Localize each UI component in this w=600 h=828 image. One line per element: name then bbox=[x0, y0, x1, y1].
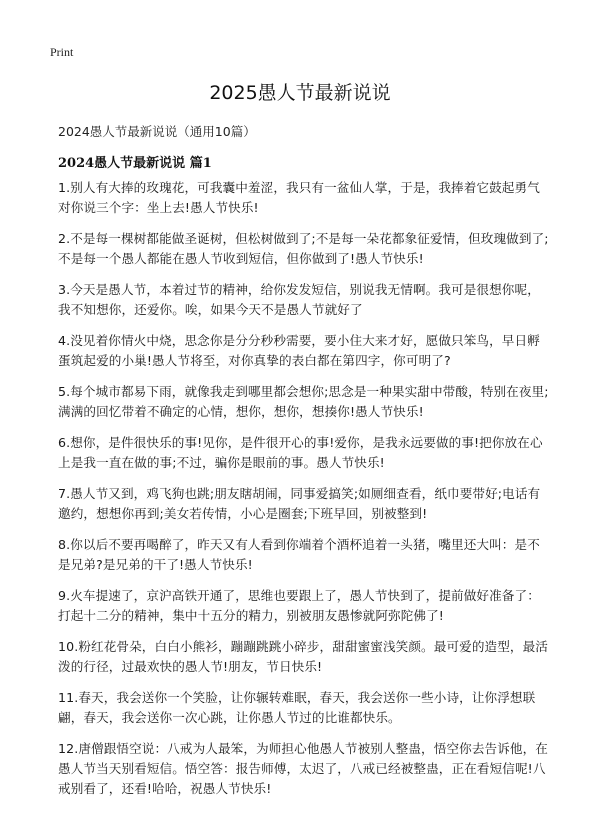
section-heading: 2024愚人节最新说说 篇1 bbox=[58, 156, 212, 171]
document-subtitle: 2024愚人节最新说说（通用10篇） bbox=[58, 124, 256, 139]
print-link[interactable]: Print bbox=[50, 45, 74, 59]
list-item: 2.不是每一棵树都能做圣诞树，但松树做到了;不是每一朵花都象征爱情，但玫瑰做到了;不是每一个愚人都能在愚人节收到短信，但你做到了!愚人节快乐! bbox=[58, 231, 549, 266]
list-item: 4.没见着你情火中烧，思念你是分分秒秒需要，要小住大来才好，愿做只笨鸟，早日孵蛋筑起爱的小巢!愚人节将至，对你真挚的表白都在第四字，你可明了? bbox=[58, 333, 540, 368]
list-item: 5.每个城市都易下雨，就像我走到哪里都会想你;思念是一种果实甜中带酸，特别在夜里;满满的回忆带着不确定的心情，想你，想你，想揍你!愚人节快乐! bbox=[58, 384, 549, 419]
list-item: 8.你以后不要再喝醉了，昨天又有人看到你端着个酒杯追着一头猪，嘴里还大叫：是不是兄弟?是兄弟的干了!愚人节快乐! bbox=[58, 537, 540, 572]
list-item: 12.唐僧跟悟空说：八戒为人最笨，为师担心他愚人节被别人整蛊，悟空你去告诉他，在愚人节当天别看短信。悟空答：报告师傅，太迟了，八戒已经被整蛊，正在看短信呢!八戒别看了，还看!哈哈，祝愚人节快乐! bbox=[58, 741, 548, 796]
list-item: 11.春天，我会送你一个笑脸，让你辗转难眠，春天，我会送你一些小诗，让你浮想联翩，春天，我会送你一次心跳，让你愚人节过的比谁都快乐。 bbox=[58, 690, 536, 725]
list-item: 10.粉红花骨朵，白白小熊衫，蹦蹦跳跳小碎步，甜甜蜜蜜浅笑颜。最可爱的造型，最活泼的行径，过最欢快的愚人节!朋友，节日快乐! bbox=[58, 639, 548, 674]
list-item: 3.今天是愚人节，本着过节的精神，给你发发短信，别说我无情啊。我可是很想你呢，我不知想你，还爱你。唉，如果今天不是愚人节就好了 bbox=[58, 282, 540, 317]
list-item: 1.别人有大捧的玫瑰花，可我囊中羞涩，我只有一盆仙人掌，于是，我捧着它鼓起勇气对你说三个字：坐上去!愚人节快乐! bbox=[58, 180, 540, 215]
item-list bbox=[58, 178, 550, 810]
list-item: 7.愚人节又到，鸡飞狗也跳;朋友瞎胡闹，同事爱搞笑;如厕细查看，纸巾要带好;电话有邀约，想想你再到;美女若传情，小心是圈套;下班早回，别被整到! bbox=[58, 486, 541, 521]
list-item: 6.想你，是件很快乐的事!见你，是件很开心的事!爱你，是我永远要做的事!把你放在心上是我一直在做的事;不过，骗你是眼前的事。愚人节快乐! bbox=[58, 435, 543, 470]
page-title: 2025愚人节最新说说 bbox=[209, 82, 391, 104]
list-item: 9.火车提速了，京沪高铁开通了，思维也要跟上了，愚人节快到了，提前做好准备了：打起十二分的精神，集中十五分的精力，别被朋友愚惨就阿弥陀佛了! bbox=[58, 588, 540, 623]
